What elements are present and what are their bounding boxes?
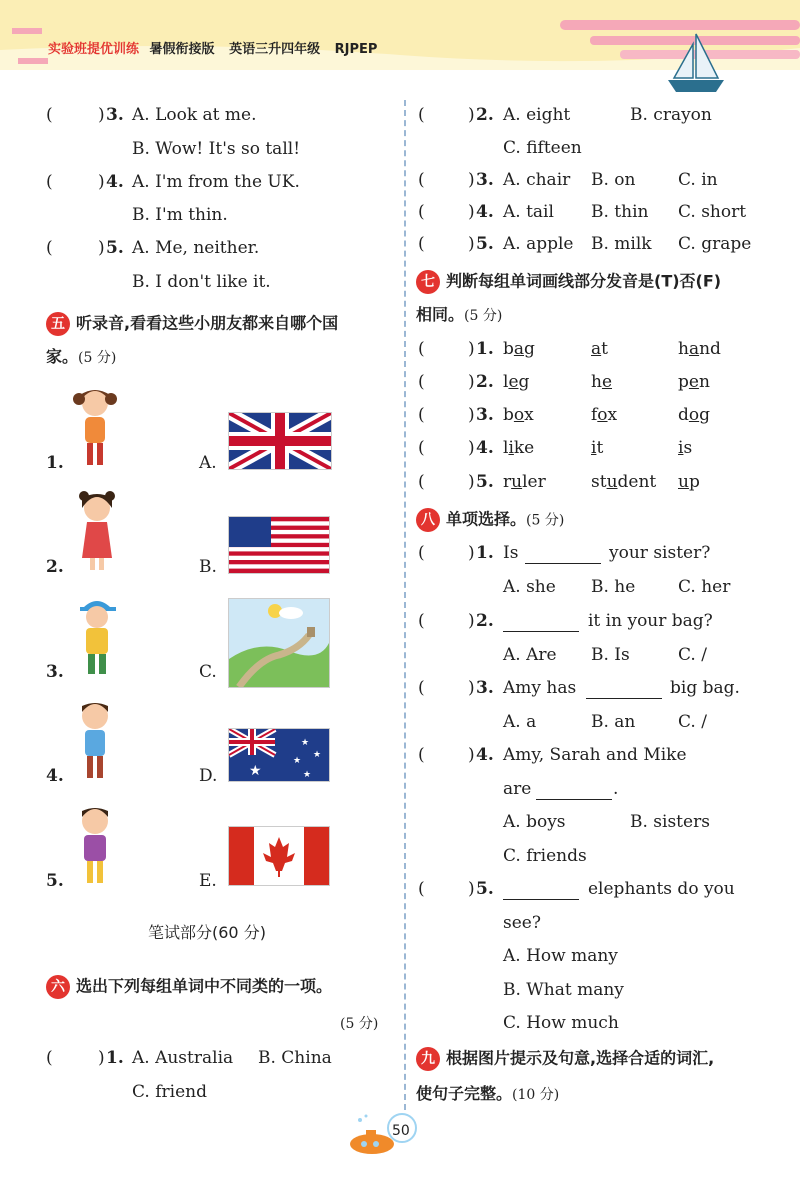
question-number: 5. xyxy=(476,879,494,899)
answer-paren: ( xyxy=(46,238,53,258)
match-letter: D. xyxy=(199,766,218,786)
answer-paren-close: ) xyxy=(98,105,105,125)
answer-paren-close: ) xyxy=(98,1048,105,1068)
word: fox xyxy=(591,405,618,425)
option-b: B. an xyxy=(591,712,636,732)
question-text-post: elephants do you xyxy=(588,879,735,899)
submarine-icon xyxy=(346,1112,426,1158)
answer-paren: ( xyxy=(418,234,425,254)
option-b: B. I don't like it. xyxy=(132,272,271,292)
answer-paren: ( xyxy=(418,405,425,425)
word: it xyxy=(591,438,604,458)
answer-paren: ( xyxy=(418,879,425,899)
option-a: A. boys xyxy=(503,812,566,832)
underlined-letters: o xyxy=(688,405,700,425)
answer-paren: ( xyxy=(46,172,53,192)
question-text-post: big bag. xyxy=(670,678,740,698)
question-number: 3. xyxy=(476,405,494,425)
header-edition: 暑假衔接版 xyxy=(149,42,215,57)
word: he xyxy=(591,372,613,392)
answer-paren: ( xyxy=(418,202,425,222)
section-points: (5 分) xyxy=(464,308,503,324)
option-c: C. friend xyxy=(132,1082,207,1102)
question-number: 4. xyxy=(476,202,494,222)
answer-paren: ( xyxy=(418,339,425,359)
section-title-line: 相同。 xyxy=(416,305,465,324)
answer-paren-close: ) xyxy=(468,234,475,254)
question-text-post: . xyxy=(613,779,619,799)
option-b: B. sisters xyxy=(630,812,710,832)
answer-paren-close: ) xyxy=(468,611,475,631)
answer-paren-close: ) xyxy=(468,202,475,222)
answer-paren-close: ) xyxy=(468,339,475,359)
australia-flag-icon xyxy=(228,728,330,782)
answer-paren: ( xyxy=(418,745,425,765)
header-brand: 实验班提优训练 xyxy=(48,42,140,57)
question-number: 2. xyxy=(476,611,494,631)
question-text-line2: see? xyxy=(503,913,541,933)
answer-paren: ( xyxy=(46,1048,53,1068)
option-a: A. Look at me. xyxy=(132,105,257,125)
section-title-line: 家。 xyxy=(46,347,79,366)
word: student xyxy=(591,472,657,492)
question-number: 3. xyxy=(476,678,494,698)
great-wall-picture-icon xyxy=(228,598,330,688)
option-b: B. Wow! It's so tall! xyxy=(132,139,301,159)
option-a: A. eight xyxy=(503,105,571,125)
column-divider xyxy=(404,100,406,1110)
underlined-letters: a xyxy=(513,339,525,359)
answer-paren-close: ) xyxy=(468,170,475,190)
answer-paren-close: ) xyxy=(468,879,475,899)
question-text-pre: Amy has xyxy=(503,678,577,698)
answer-blank[interactable] xyxy=(503,878,579,900)
option-b: B. he xyxy=(591,577,636,597)
answer-paren: ( xyxy=(418,543,425,563)
question-number: 1. xyxy=(476,339,494,359)
option-c: C. grape xyxy=(678,234,752,254)
option-c: C. / xyxy=(678,712,707,732)
word: at xyxy=(591,339,608,359)
section-points: (5 分) xyxy=(78,350,117,366)
option-a: A. Me, neither. xyxy=(132,238,260,258)
header-subject: 英语三升四年级 xyxy=(229,42,321,57)
section-badge: 九 xyxy=(416,1047,440,1071)
option-b: B. thin xyxy=(591,202,649,222)
svg-text:★: ★ xyxy=(249,763,262,779)
usa-flag-icon xyxy=(228,516,330,574)
question-text-line1: Amy, Sarah and Mike xyxy=(503,745,687,765)
section-8-title xyxy=(416,508,564,532)
answer-paren-close: ) xyxy=(468,678,475,698)
word: hand xyxy=(678,339,721,359)
svg-text:★: ★ xyxy=(293,756,302,766)
option-c: C. her xyxy=(678,577,731,597)
answer-paren: ( xyxy=(418,438,425,458)
section-5-title-line2 xyxy=(46,346,116,369)
girl-child-icon xyxy=(70,385,120,470)
answer-paren-close: ) xyxy=(468,438,475,458)
svg-text:★: ★ xyxy=(303,770,312,780)
section-6-title xyxy=(46,975,332,999)
option-a: A. chair xyxy=(503,170,571,190)
question-number: 4. xyxy=(476,745,494,765)
answer-paren: ( xyxy=(418,170,425,190)
answer-blank[interactable] xyxy=(503,610,579,632)
section-5-title xyxy=(46,312,338,336)
option-c: C. friends xyxy=(503,846,587,866)
answer-paren-close: ) xyxy=(468,543,475,563)
answer-paren: ( xyxy=(46,105,53,125)
question-number: 5. xyxy=(106,238,124,258)
svg-text:★: ★ xyxy=(301,738,310,748)
option-b: B. Is xyxy=(591,645,630,665)
option-b: B. crayon xyxy=(630,105,712,125)
match-number: 3. xyxy=(46,662,64,682)
match-letter: C. xyxy=(199,662,217,682)
header-code: RJPEP xyxy=(334,42,378,57)
section-points: (5 分) xyxy=(340,1016,379,1032)
question-number: 1. xyxy=(476,543,494,563)
word: dog xyxy=(678,405,711,425)
question-text-post: it in your bag? xyxy=(588,611,713,631)
answer-paren-close: ) xyxy=(468,745,475,765)
question-number: 3. xyxy=(476,170,494,190)
page-header xyxy=(0,0,800,96)
match-letter: A. xyxy=(199,453,217,473)
answer-paren: ( xyxy=(418,678,425,698)
question-number: 3. xyxy=(106,105,124,125)
section-badge: 六 xyxy=(46,975,70,999)
boy-child-icon xyxy=(70,698,120,783)
word: leg xyxy=(503,372,530,392)
underlined-letters: i xyxy=(678,438,684,458)
question-number: 5. xyxy=(476,234,494,254)
section-title-line: 听录音,看看这些小朋友都来自哪个国 xyxy=(76,313,339,333)
underlined-letters: e xyxy=(508,372,519,392)
question-number: 4. xyxy=(106,172,124,192)
option-c: C. / xyxy=(678,645,707,665)
section-badge: 八 xyxy=(416,508,440,532)
answer-paren: ( xyxy=(418,472,425,492)
question-text-post: your sister? xyxy=(609,543,711,563)
answer-paren: ( xyxy=(418,372,425,392)
underlined-letters: i xyxy=(591,438,597,458)
answer-paren: ( xyxy=(418,611,425,631)
option-a: A. tail xyxy=(503,202,554,222)
section-title-line: 根据图片提示及句意,选择合适的词汇, xyxy=(446,1048,715,1068)
option-a: A. a xyxy=(503,712,537,732)
section-9-title-line2 xyxy=(416,1083,559,1106)
underlined-letters: e xyxy=(688,372,699,392)
option-a: A. Are xyxy=(503,645,557,665)
section-title-line: 使句子完整。 xyxy=(416,1084,513,1103)
svg-text:★: ★ xyxy=(313,750,322,760)
underlined-letters: a xyxy=(591,339,602,359)
question-number: 2. xyxy=(476,372,494,392)
underlined-letters: u xyxy=(606,472,618,492)
section-points: (5 分) xyxy=(526,512,565,529)
question-text-pre: are xyxy=(503,779,532,799)
match-letter: B. xyxy=(199,557,217,577)
underlined-letters: i xyxy=(508,438,514,458)
underlined-letters: o xyxy=(513,405,525,425)
option-c: C. short xyxy=(678,202,747,222)
page-number: 50 xyxy=(392,1123,410,1139)
girl-child-icon xyxy=(72,490,122,575)
answer-paren-close: ) xyxy=(468,405,475,425)
answer-paren-close: ) xyxy=(98,172,105,192)
question-number: 4. xyxy=(476,438,494,458)
question-number: 1. xyxy=(106,1048,124,1068)
option-b: B. I'm thin. xyxy=(132,205,228,225)
word: is xyxy=(678,438,693,458)
section-title-line: 单项选择。 xyxy=(446,509,527,529)
question-number: 2. xyxy=(476,105,494,125)
word: box xyxy=(503,405,534,425)
match-number: 2. xyxy=(46,557,64,577)
answer-paren-close: ) xyxy=(468,105,475,125)
option-a: A. Australia xyxy=(132,1048,234,1068)
section-title-line: 判断每组单词画线部分发音是(T)否(F) xyxy=(446,271,722,291)
word: pen xyxy=(678,372,710,392)
option-c: C. in xyxy=(678,170,718,190)
option-b: B. on xyxy=(591,170,636,190)
underlined-letters: u xyxy=(511,472,523,492)
option-c: C. fifteen xyxy=(503,138,582,158)
section-title-line: 选出下列每组单词中不同类的一项。 xyxy=(76,976,333,996)
underlined-letters: o xyxy=(597,405,608,425)
answer-blank[interactable] xyxy=(586,677,662,699)
underlined-letters: u xyxy=(678,472,689,492)
word: up xyxy=(678,472,700,492)
match-letter: E. xyxy=(199,871,217,891)
section-7-title xyxy=(416,270,721,294)
match-number: 4. xyxy=(46,766,64,786)
answer-paren: ( xyxy=(418,105,425,125)
word: bag xyxy=(503,339,535,359)
section-badge: 五 xyxy=(46,312,70,336)
answer-blank[interactable] xyxy=(536,778,612,800)
question-text-pre: Is xyxy=(503,543,519,563)
option-b: B. China xyxy=(258,1048,332,1068)
option-a: A. she xyxy=(503,577,556,597)
boy-child-icon xyxy=(70,803,120,888)
word: like xyxy=(503,438,535,458)
option-b: B. milk xyxy=(591,234,652,254)
uk-flag-icon xyxy=(228,412,332,470)
option-c: C. How much xyxy=(503,1013,619,1033)
answer-paren-close: ) xyxy=(468,472,475,492)
section-badge: 七 xyxy=(416,270,440,294)
boy-child-icon xyxy=(72,595,122,680)
underlined-letters: e xyxy=(601,372,613,392)
canada-flag-icon xyxy=(228,826,330,886)
word: ruler xyxy=(503,472,546,492)
option-b: B. What many xyxy=(503,980,624,1000)
question-number: 5. xyxy=(476,472,494,492)
section-7-title-line2 xyxy=(416,304,502,327)
underlined-letters: a xyxy=(688,339,700,359)
option-a: A. I'm from the UK. xyxy=(132,172,300,192)
section-points: (10 分) xyxy=(512,1087,560,1103)
match-number: 1. xyxy=(46,453,64,473)
answer-blank[interactable] xyxy=(525,542,601,564)
option-a: A. apple xyxy=(503,234,574,254)
answer-paren-close: ) xyxy=(98,238,105,258)
written-part-title: 笔试部分(60 分) xyxy=(148,923,266,942)
section-9-title xyxy=(416,1047,714,1071)
answer-paren-close: ) xyxy=(468,372,475,392)
header-title xyxy=(48,38,387,57)
match-number: 5. xyxy=(46,871,64,891)
option-a: A. How many xyxy=(503,946,618,966)
